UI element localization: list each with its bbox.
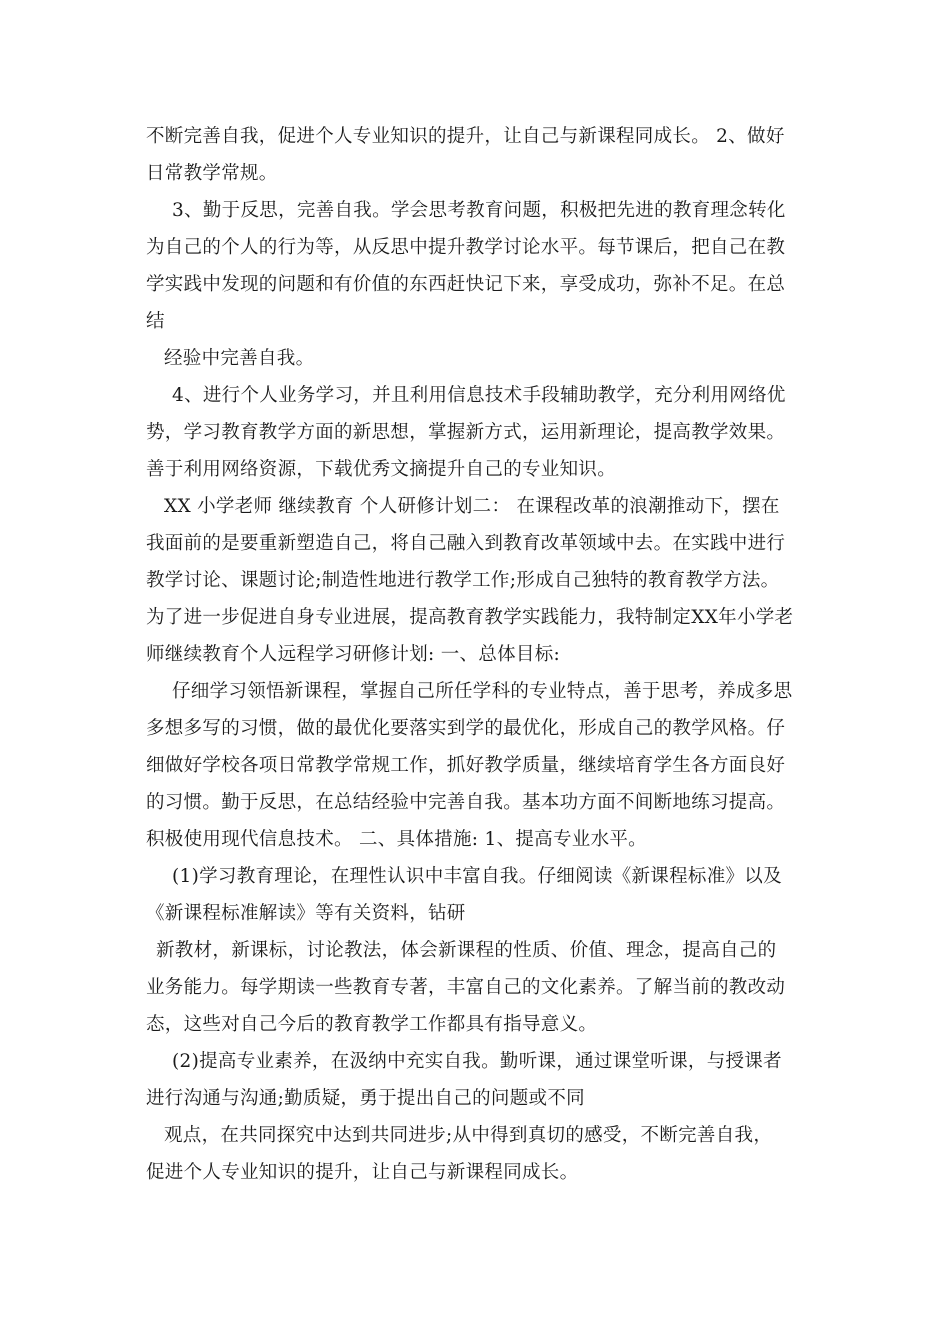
- text-line: 为自己的个人的行为等，从反思中提升教学讨论水平。每节课后，把自己在教: [146, 237, 786, 258]
- text-line: 日常教学常规。: [146, 163, 278, 184]
- text-line: 业务能力。每学期读一些教育专著，丰富自己的文化素养。了解当前的教改动: [146, 977, 786, 998]
- text-line: 《新课程标准解读》等有关资料，钻研: [146, 903, 466, 924]
- text-line: 细做好学校各项日常教学常规工作，抓好教学质量，继续培育学生各方面良好: [146, 755, 786, 776]
- text-line: 观点，在共同探究中达到共同进步;从中得到真切的感受，不断完善自我，: [164, 1125, 773, 1146]
- text-line: 3、勤于反思，完善自我。学会思考教育问题，积极把先进的教育理念转化: [172, 200, 786, 221]
- text-line: 多想多写的习惯，做的最优化要落实到学的最优化，形成自己的教学风格。仔: [146, 718, 786, 739]
- text-line: 结: [146, 311, 165, 332]
- text-line: 经验中完善自我。: [164, 348, 315, 369]
- document-body: [146, 118, 806, 1191]
- text-line: 善于利用网络资源，下载优秀文摘提升自己的专业知识。: [146, 459, 617, 480]
- text-line: 4、进行个人业务学习，并且利用信息技术手段辅助教学，充分利用网络优: [172, 385, 786, 406]
- text-line: (1)学习教育理论，在理性认识中丰富自我。仔细阅读《新课程标准》以及: [172, 866, 782, 887]
- text-line: 势，学习教育教学方面的新思想，掌握新方式，运用新理论，提高教学效果。: [146, 422, 786, 443]
- text-line: 态，这些对自己今后的教育教学工作都具有指导意义。: [146, 1014, 598, 1035]
- text-line: XX 小学老师 继续教育 个人研修计划二： 在课程改革的浪潮推动下，摆在: [164, 496, 780, 517]
- text-line: 不断完善自我，促进个人专业知识的提升，让自己与新课程同成长。 2、做好: [146, 126, 785, 147]
- text-line: 的习惯。勤于反思，在总结经验中完善自我。基本功方面不间断地练习提高。: [146, 792, 786, 813]
- text-line: 积极使用现代信息技术。 二、具体措施: 1、提高专业水平。: [146, 829, 647, 850]
- text-line: 新教材，新课标，讨论教法，体会新课程的性质、价值、理念，提高自己的: [156, 940, 777, 961]
- text-line: 学实践中发现的问题和有价值的东西赶快记下来，享受成功，弥补不足。在总: [146, 274, 786, 295]
- text-line: 促进个人专业知识的提升，让自己与新课程同成长。: [146, 1162, 579, 1183]
- text-line: (2)提高专业素养，在汲纳中充实自我。勤听课，通过课堂听课，与授课者: [172, 1051, 782, 1072]
- text-line: 为了进一步促进自身专业进展，提高教育教学实践能力，我特制定XX年小学老: [146, 607, 794, 628]
- text-line: 师继续教育个人远程学习研修计划: 一、总体目标:: [146, 644, 561, 665]
- text-line: 教学讨论、课题讨论;制造性地进行教学工作;形成自己独特的教育教学方法。: [146, 570, 780, 591]
- text-line: 进行沟通与沟通;勤质疑，勇于提出自己的问题或不同: [146, 1088, 585, 1109]
- text-line: 仔细学习领悟新课程，掌握自己所任学科的专业特点，善于思考，养成多思: [172, 681, 793, 702]
- text-line: 我面前的是要重新塑造自己，将自己融入到教育改革领域中去。在实践中进行: [146, 533, 786, 554]
